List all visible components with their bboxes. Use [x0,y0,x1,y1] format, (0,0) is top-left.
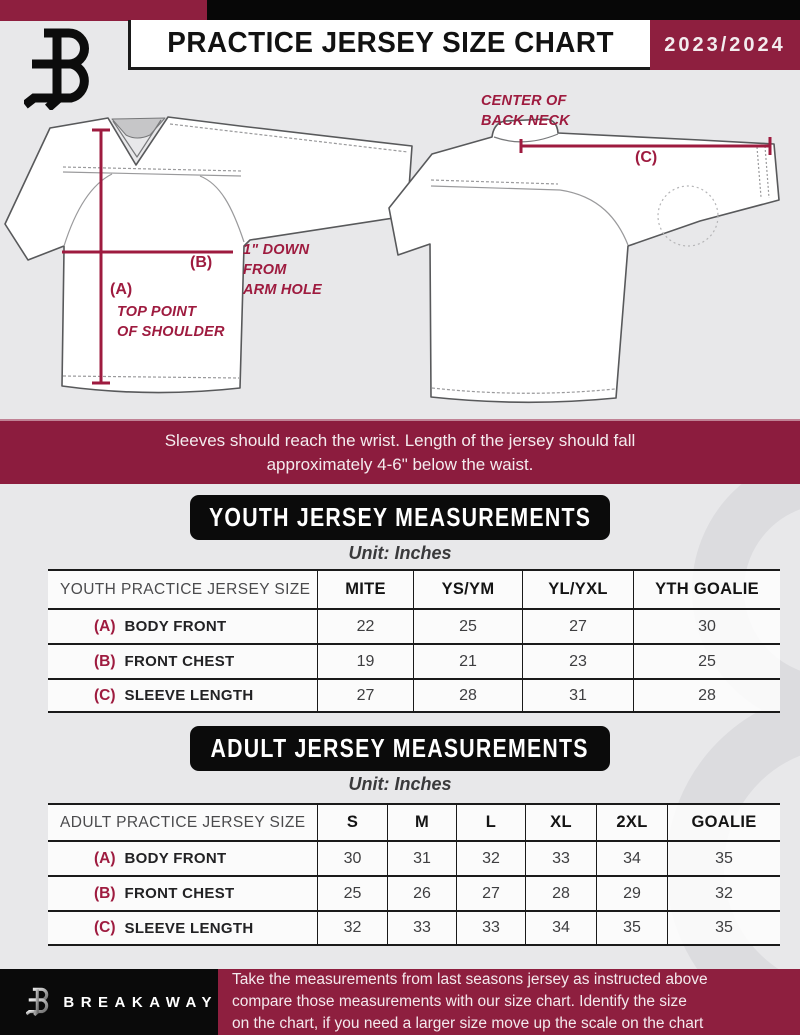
measure-key-c: (C) [635,149,658,166]
table-row-label [48,608,317,643]
row-name: SLEEVE LENGTH [124,687,254,704]
jersey-outlines-drawing [0,88,800,419]
table-row-label [48,643,317,678]
adult-table-size-label: ADULT PRACTICE JERSEY SIZE [48,803,317,840]
table-value: 31 [522,678,633,713]
table-value: 34 [596,840,667,875]
page-title: PRACTICE JERSEY SIZE CHART [167,27,614,59]
table-value: 27 [456,875,525,910]
table-value: 32 [456,840,525,875]
table-value: 32 [667,875,780,910]
season-label: 2023/2024 [664,33,786,56]
table-value: 31 [387,840,456,875]
table-value: 29 [596,875,667,910]
adult-col-header: GOALIE [667,803,780,840]
table-value: 32 [317,910,387,946]
row-key: (C) [94,686,116,704]
table-value: 34 [525,910,596,946]
row-key: (A) [94,849,116,867]
measure-key-b: (B) [190,254,213,271]
adult-section-header [190,726,610,771]
table-value: 30 [317,840,387,875]
adult-col-header: S [317,803,387,840]
adult-col-header: L [456,803,525,840]
youth-col-header: YL/YXL [522,569,633,608]
row-name: BODY FRONT [124,850,227,867]
season-badge [650,20,800,70]
youth-table-size-label: YOUTH PRACTICE JERSEY SIZE [48,569,317,608]
adult-col-header: XL [525,803,596,840]
title-bar [128,20,650,70]
adult-unit-label: Unit: Inches [348,774,452,794]
table-value: 22 [317,608,413,643]
table-value: 35 [667,910,780,946]
youth-unit-label: Unit: Inches [348,543,452,563]
table-value: 28 [525,875,596,910]
footer-instructions [218,969,800,1035]
jersey-diagrams [0,88,800,419]
banner-line-1: Sleeves should reach the wrist. Length of the jersey should fall [164,430,636,450]
adult-col-header: 2XL [596,803,667,840]
footer-brand-panel [0,969,218,1035]
row-key: (A) [94,617,116,635]
table-value: 35 [596,910,667,946]
measure-caption-b: 1" DOWN FROM ARM HOLE [243,242,322,298]
fit-instruction-banner [0,419,800,484]
youth-col-header: YTH GOALIE [633,569,780,608]
footer-note-line-2: compare those measurements with our size chart. Identify the size [232,993,687,1010]
table-value: 33 [456,910,525,946]
adult-col-header: M [387,803,456,840]
measure-caption-c: CENTER OF BACK NECK [481,93,570,129]
youth-col-header: MITE [317,569,413,608]
row-name: FRONT CHEST [124,653,235,670]
row-name: FRONT CHEST [124,885,235,902]
measure-key-a: (A) [110,281,133,298]
footer-note-line-1: Take the measurements from last seasons jersey as instructed above [232,971,708,988]
row-name: SLEEVE LENGTH [124,919,254,937]
footer-b-logo-icon [26,981,51,1023]
top-strip-maroon [0,0,207,21]
table-value: 27 [522,608,633,643]
table-value: 27 [317,678,413,713]
youth-heading: YOUTH JERSEY MEASUREMENTS [208,502,592,532]
table-value: 25 [413,608,522,643]
youth-col-header: YS/YM [413,569,522,608]
adult-size-table [48,803,780,946]
banner-line-2: approximately 4-6" below the waist. [266,454,534,474]
row-key: (B) [94,884,116,902]
table-value: 23 [522,643,633,678]
table-value: 21 [413,643,522,678]
table-value: 35 [667,840,780,875]
table-row-label [48,875,317,910]
table-value: 26 [387,875,456,910]
measure-caption-a: TOP POINT OF SHOULDER [117,304,225,340]
row-key: (B) [94,652,116,670]
footer-brand-name: BREAKAWAY [63,993,218,1011]
table-value: 19 [317,643,413,678]
table-row-label [48,678,317,713]
youth-section-header [190,495,610,540]
table-value: 33 [387,910,456,946]
table-value: 28 [413,678,522,713]
table-value: 28 [633,678,780,713]
table-value: 25 [317,875,387,910]
table-value: 25 [633,643,780,678]
table-value: 30 [633,608,780,643]
footer-note-line-3: on the chart, if you need a larger size move up the scale on the chart [232,1015,704,1032]
adult-heading: ADULT JERSEY MEASUREMENTS [210,733,590,763]
row-name: BODY FRONT [124,618,227,635]
table-value: 33 [525,840,596,875]
top-strip-black [207,0,800,21]
table-row-label [48,910,317,946]
table-row-label [48,840,317,875]
youth-size-table [48,569,780,713]
row-key: (C) [94,919,116,936]
